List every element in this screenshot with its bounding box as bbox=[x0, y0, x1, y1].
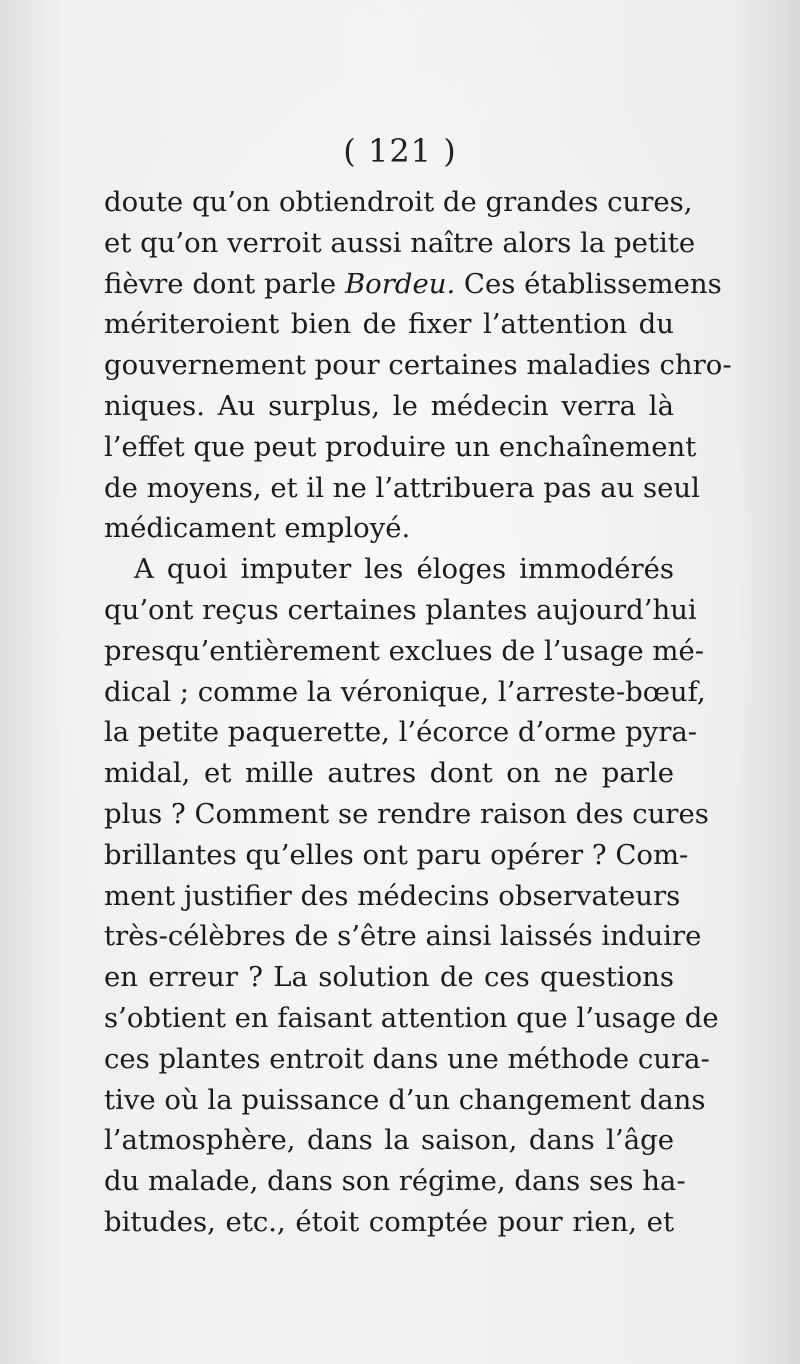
text-line: médicament employé. bbox=[104, 512, 411, 545]
text-line: brillantes qu’elles ont paru opérer ? Com- bbox=[104, 838, 689, 871]
text-line: ces plantes entroit dans une méthode cura- bbox=[104, 1042, 710, 1075]
text-line: très-célèbres de s’être ainsi laissés induire bbox=[104, 920, 702, 953]
text-line: de moyens, et il ne l’attribuera pas au seul bbox=[104, 471, 700, 504]
body-text bbox=[104, 182, 732, 1243]
text-line: niques. Au surplus, le médecin verra là bbox=[104, 389, 674, 422]
text-line: du malade, dans son régime, dans ses ha- bbox=[104, 1165, 686, 1198]
text-line: ment justifier des médecins observateurs bbox=[104, 879, 681, 912]
text-line: presqu’entièrement exclues de l’usage mé- bbox=[104, 634, 705, 667]
text-line: tive où la puissance d’un changement dans bbox=[104, 1083, 706, 1116]
text-line bbox=[104, 264, 722, 305]
page-number-header: ( 121 ) bbox=[343, 132, 457, 170]
text-line: qu’ont reçus certaines plantes aujourd’hui bbox=[104, 593, 697, 626]
text-line: plus ? Comment se rendre raison des cures bbox=[104, 797, 709, 830]
text-line: dical ; comme la véronique, l’arreste-bœuf, bbox=[104, 675, 706, 708]
text-line: doute qu’on obtiendroit de grandes cures, bbox=[104, 186, 693, 218]
text-line-segment: Ces établissemens bbox=[455, 267, 722, 300]
text-line-segment: fièvre dont parle bbox=[104, 267, 345, 300]
text-line: en erreur ? La solution de ces questions bbox=[104, 961, 674, 994]
text-line: bitudes, etc., étoit comptée pour rien, et bbox=[104, 1205, 674, 1238]
text-line: A quoi imputer les éloges immodérés bbox=[134, 553, 674, 586]
text-line: la petite paquerette, l’écorce d’orme pyra- bbox=[104, 716, 698, 749]
italic-name: Bordeu. bbox=[344, 267, 456, 300]
text-line: gouvernement pour certaines maladies chro- bbox=[104, 349, 732, 382]
text-line: et qu’on verroit aussi naître alors la petite bbox=[104, 226, 696, 259]
text-line: mériteroient bien de fixer l’attention du bbox=[104, 308, 674, 341]
text-line: s’obtient en faisant attention que l’usage de bbox=[104, 1001, 719, 1034]
text-line: l’effet que peut produire un enchaînement bbox=[104, 430, 697, 463]
text-line: midal, et mille autres dont on ne parle bbox=[104, 757, 674, 790]
text-line: l’atmosphère, dans la saison, dans l’âge bbox=[104, 1124, 674, 1157]
